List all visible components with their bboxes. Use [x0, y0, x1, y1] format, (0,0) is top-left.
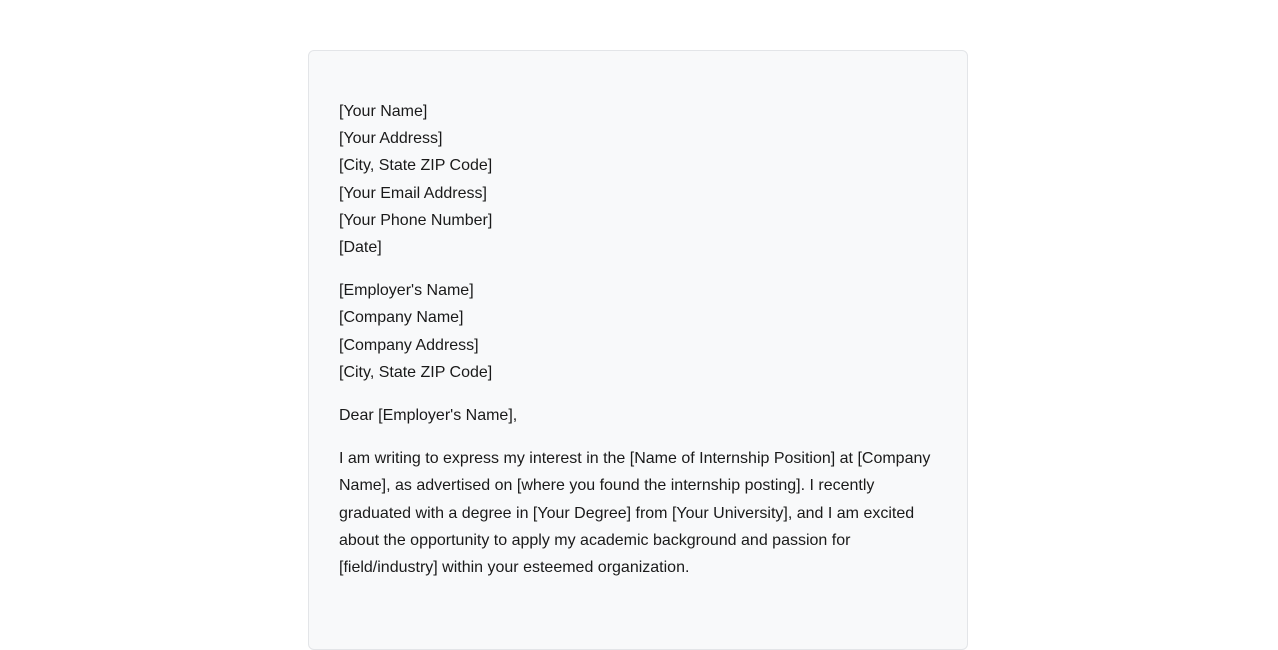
recipient-info [339, 277, 937, 386]
sender-email: [Your Email Address] [339, 184, 487, 202]
cover-letter-document [308, 50, 968, 650]
recipient-employer-name: [Employer's Name] [339, 282, 474, 300]
sender-city-state-zip: [City, State ZIP Code] [339, 157, 493, 175]
sender-name: [Your Name] [339, 103, 428, 120]
body-paragraph-1: I am writing to express my interest in the [Name of Internship Position] at [Company Name], as advertised on [where you found the internship posting]. I recently graduated with a degree in [Your Degree] from [Your University], and I am excited about the opportunity to apply my academic background and passion for [field/industry] within your esteemed organization. [339, 450, 931, 577]
recipient-company-address: [Company Address] [339, 336, 479, 354]
salutation: Dear [Employer's Name], [339, 407, 518, 425]
sender-address: [Your Address] [339, 130, 443, 148]
sender-info [339, 98, 937, 261]
recipient-city-state-zip: [City, State ZIP Code] [339, 363, 493, 381]
letter-date: [Date] [339, 239, 382, 257]
sender-phone: [Your Phone Number] [339, 211, 493, 229]
recipient-company-name: [Company Name] [339, 309, 464, 327]
